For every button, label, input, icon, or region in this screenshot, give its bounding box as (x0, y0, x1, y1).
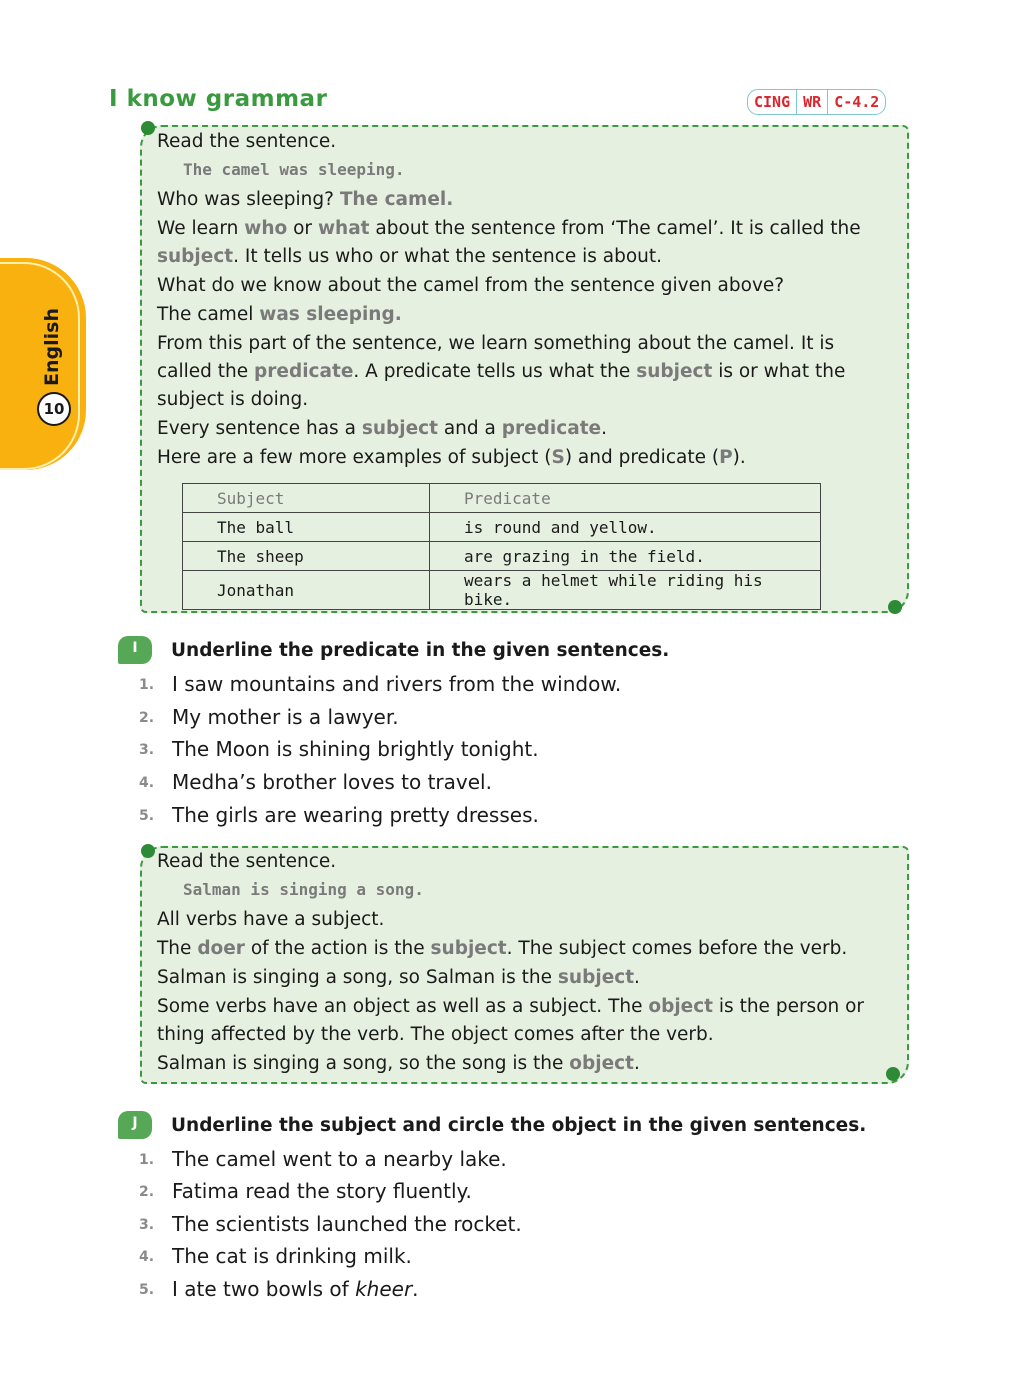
item-number: 3. (139, 1217, 155, 1233)
box-corner-dot (141, 121, 155, 135)
box1-line: Here are a few more examples of subject (S) and predicate (P). (157, 447, 746, 468)
tag-code: C-4.2 (834, 93, 880, 111)
item-number: 2. (139, 710, 155, 726)
box-corner-dot (888, 600, 902, 614)
item-number: 2. (139, 1184, 155, 1200)
box-corner-dot (141, 844, 155, 858)
item-number: 4. (139, 1249, 155, 1265)
exercise-item: Fatima read the story fluently. (172, 1179, 472, 1203)
page-number: 10 (37, 392, 71, 426)
box1-line: From this part of the sentence, we learn something about the camel. It is (157, 333, 835, 354)
italic-word: kheer (355, 1277, 413, 1301)
subject-predicate-table (182, 483, 821, 610)
table-row (183, 571, 821, 610)
box1-line: We learn who or what about the sentence from ‘The camel’. It is called the (157, 218, 861, 239)
exercise-item: I ate two bowls of kheer. (172, 1277, 419, 1301)
table-header-row (183, 484, 821, 513)
box1-line: subject is doing. (157, 389, 309, 410)
item-number: 1. (139, 1152, 155, 1168)
box2-line: Some verbs have an object as well as a subject. The object is the person or (157, 996, 865, 1017)
exercise-title: Underline the predicate in the given sentences. (171, 640, 670, 661)
box2-line: Salman is singing a song, so Salman is the subject. (157, 967, 640, 988)
box1-line: What do we know about the camel from the sentence given above? (157, 275, 785, 296)
item-number: 5. (139, 808, 155, 824)
table-cell: The ball (183, 513, 430, 542)
exercise-item: The scientists launched the rocket. (172, 1212, 522, 1236)
item-number: 3. (139, 742, 155, 758)
table-cell: are grazing in the field. (430, 542, 821, 571)
exercise-item: The girls are wearing pretty dresses. (172, 803, 539, 827)
exercise-item: My mother is a lawyer. (172, 705, 399, 729)
box1-line: The camel was sleeping. (157, 304, 402, 325)
table-row (183, 513, 821, 542)
example-sentence: Salman is singing a song. (183, 880, 424, 899)
box1-line: called the predicate. A predicate tells us what the subject is or what the (157, 361, 846, 382)
item-number: 5. (139, 1282, 155, 1298)
item-number: 4. (139, 775, 155, 791)
table-cell: wears a helmet while riding his bike. (430, 571, 821, 610)
exercise-item: The cat is drinking milk. (172, 1244, 412, 1268)
exercise-item: The Moon is shining brightly tonight. (172, 737, 539, 761)
box1-line: Read the sentence. (157, 131, 337, 152)
table-cell: is round and yellow. (430, 513, 821, 542)
subject-label-wrap (35, 308, 69, 386)
table-cell: Jonathan (183, 571, 430, 610)
tag-cing: CING (748, 90, 797, 114)
box1-line: subject. It tells us who or what the sentence is about. (157, 246, 663, 267)
item-number: 1. (139, 677, 155, 693)
exercise-item: The camel went to a nearby lake. (172, 1147, 507, 1171)
box2-line: Salman is singing a song, so the song is the object. (157, 1053, 640, 1074)
table-header: Subject (183, 484, 430, 513)
page-title: I know grammar (109, 86, 328, 112)
exercise-item: I saw mountains and rivers from the window. (172, 672, 622, 696)
competency-tags (747, 89, 886, 115)
exercise-badge: J (118, 1111, 152, 1139)
table-header: Predicate (430, 484, 821, 513)
box2-line: thing affected by the verb. The object comes after the verb. (157, 1024, 714, 1045)
table-row (183, 542, 821, 571)
box2-line: Read the sentence. (157, 851, 337, 872)
box1-line: Every sentence has a subject and a predicate. (157, 418, 607, 439)
example-sentence: The camel was sleeping. (183, 160, 405, 179)
table-cell: The sheep (183, 542, 430, 571)
box2-line: All verbs have a subject. (157, 909, 385, 930)
exercise-badge: I (118, 636, 152, 664)
box1-line: Who was sleeping? The camel. (157, 189, 454, 210)
subject-label: English (41, 308, 63, 386)
box-corner-dot (886, 1067, 900, 1081)
exercise-title: Underline the subject and circle the object in the given sentences. (171, 1115, 867, 1136)
box2-line: The doer of the action is the subject. The subject comes before the verb. (157, 938, 848, 959)
exercise-item: Medha’s brother loves to travel. (172, 770, 492, 794)
tag-wr: WR (797, 90, 828, 114)
